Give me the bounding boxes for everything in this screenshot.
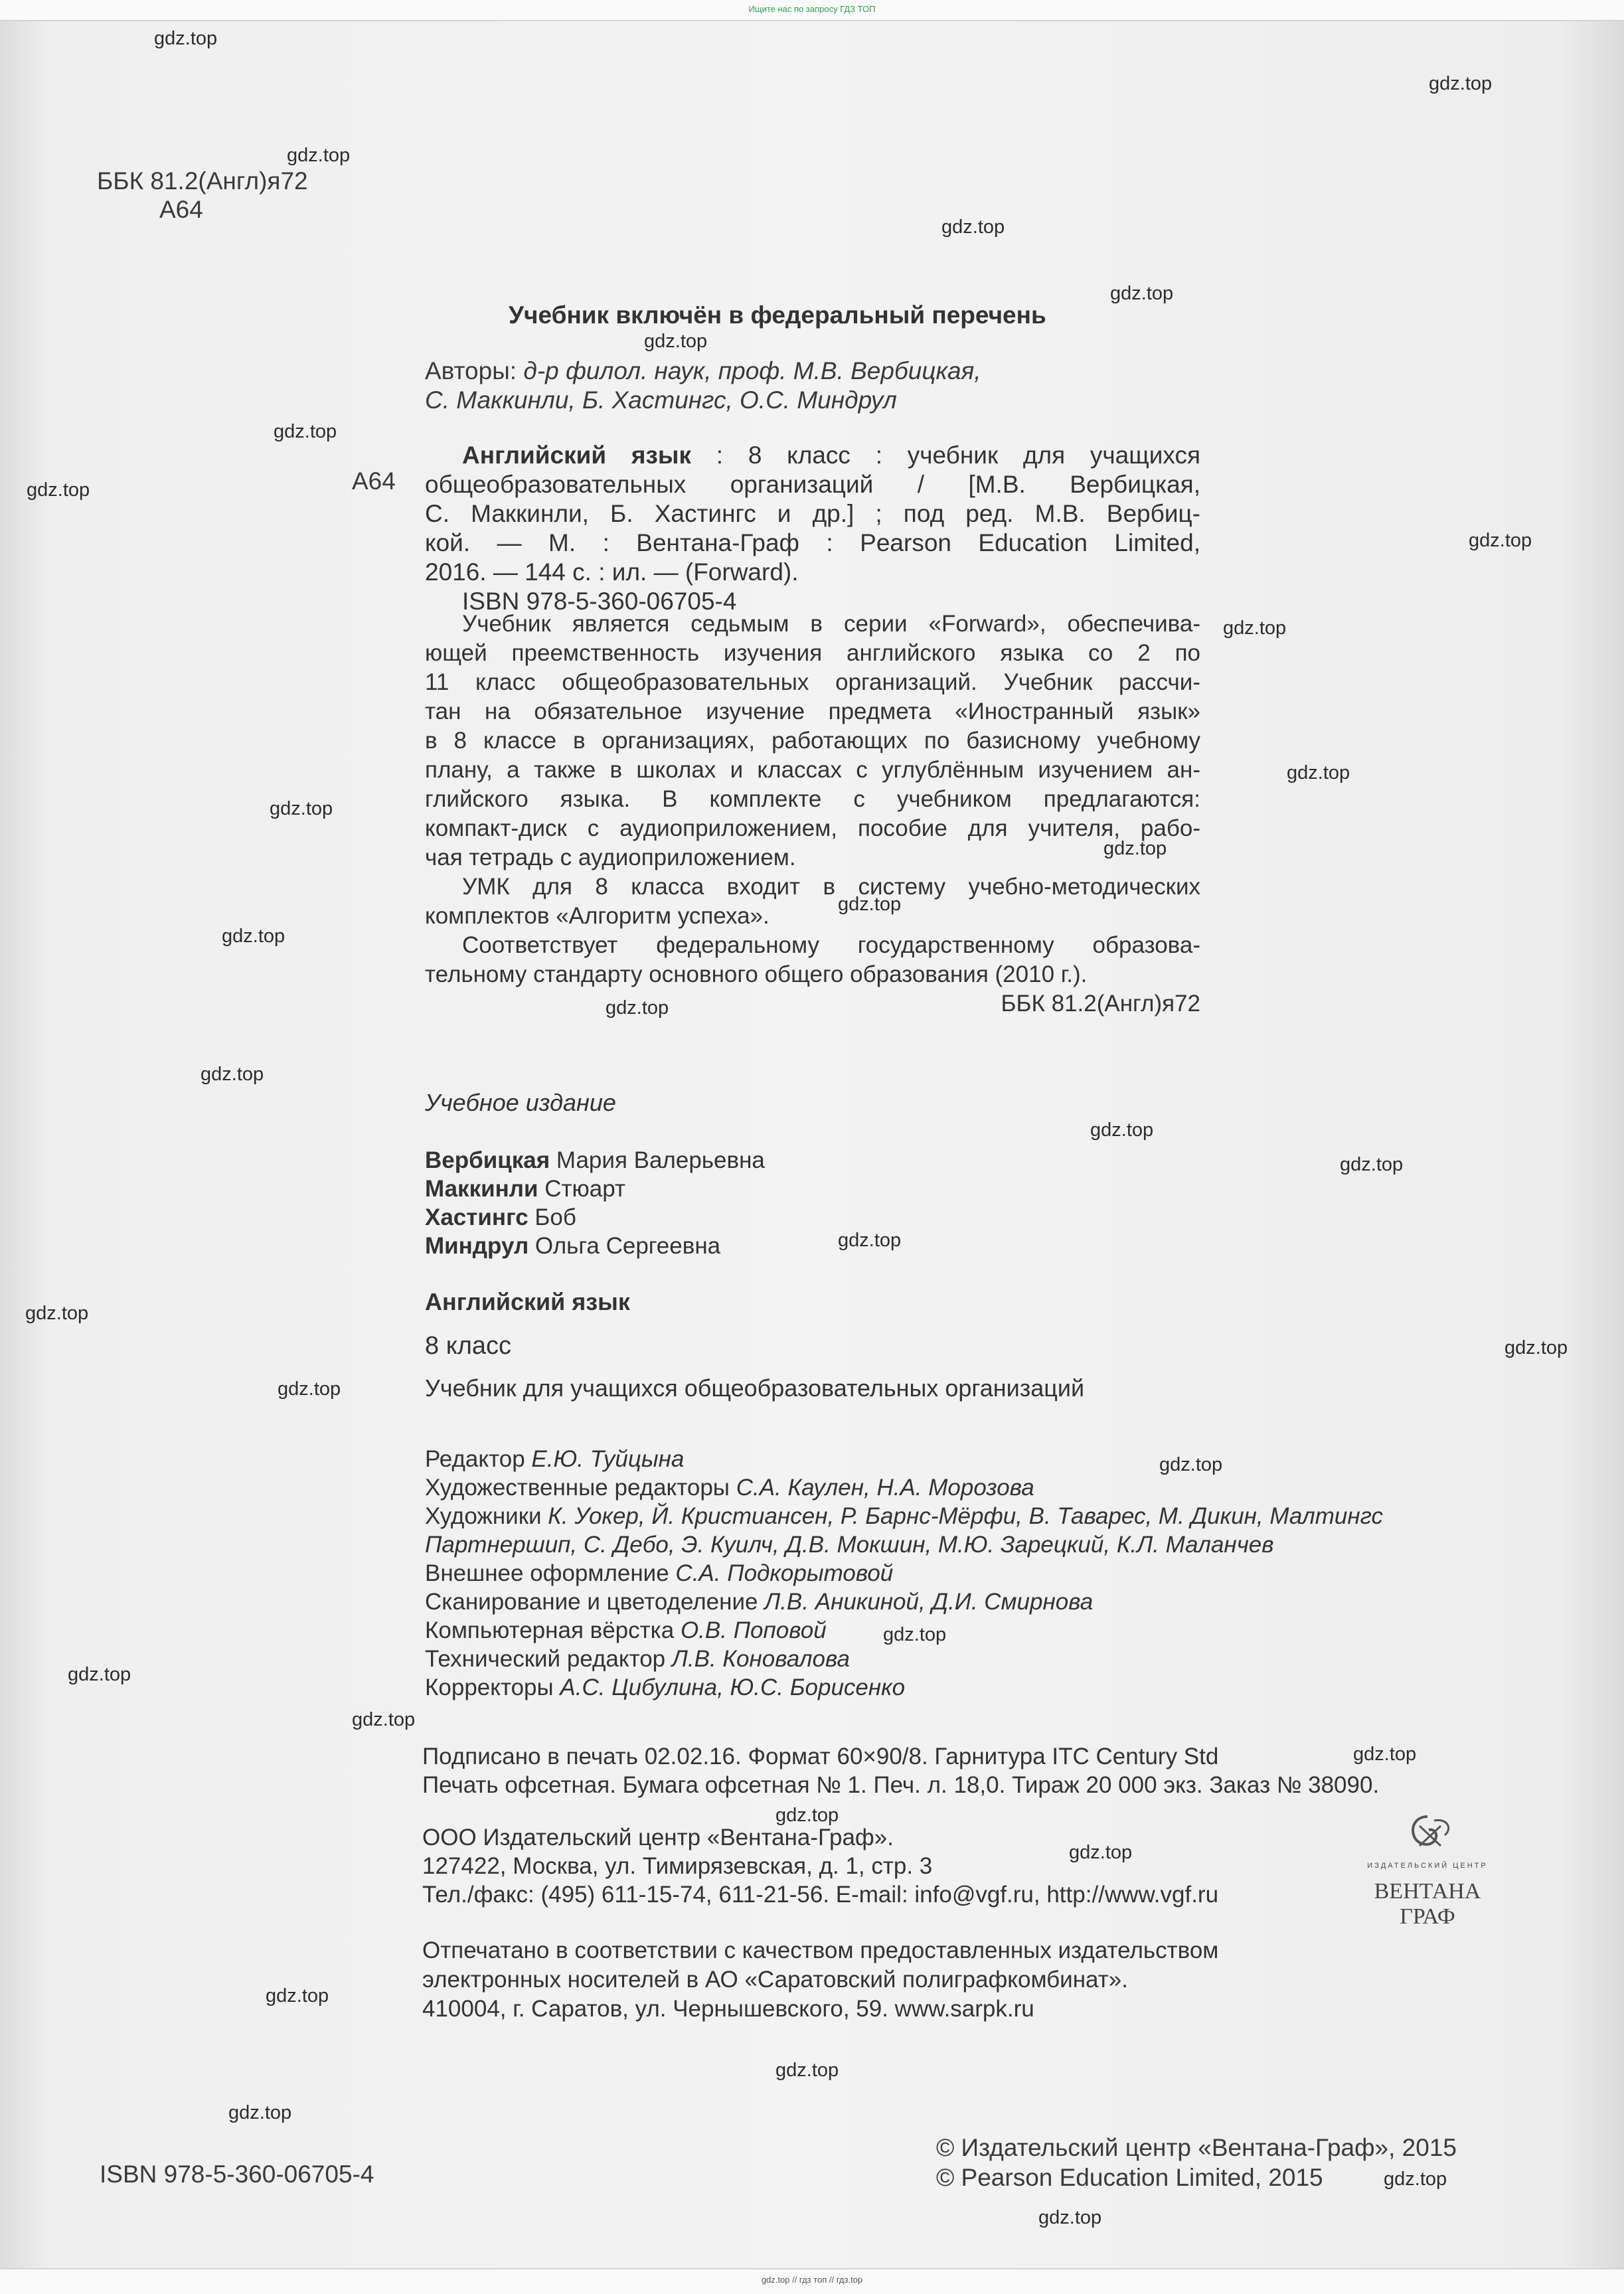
author-entry: Хастингс Боб — [425, 1204, 576, 1230]
credit-line: Художники К. Уокер, Й. Кристиансен, Р. Барнс-Мёрфи, В. Таварес, М. Дикин, Малтингс — [425, 1503, 1383, 1529]
print-info — [422, 1742, 1379, 1799]
credit-line: Технический редактор Л.В. Коновалова — [425, 1646, 850, 1672]
watermark: gdz.top — [1159, 1454, 1223, 1475]
watermark: gdz.top — [838, 894, 902, 915]
watermark: gdz.top — [352, 1709, 416, 1730]
biblio-line-1: Английский язык : 8 класс : учебник для учащихся — [462, 442, 1200, 469]
credit-line: Сканирование и цветоделение Л.В. Аникиной, Д.И. Смирнова — [425, 1589, 1094, 1615]
watermark: gdz.top — [606, 997, 669, 1019]
annotation-line: Соответствует федеральному государственному образова- — [462, 932, 1200, 958]
annotation-line: чая тетрадь с аудиоприложением. — [425, 845, 796, 870]
copyright-block — [936, 2133, 1457, 2192]
bbk-code: ББК 81.2(Англ)я72 — [97, 167, 308, 195]
printer-line: электронных носителей в АО «Саратовский полиграфкомбинат». — [422, 1967, 1128, 1993]
printer-line: 410004, г. Саратов, ул. Чернышевского, 59. www.sarpk.ru — [422, 1996, 1034, 2022]
watermark: gdz.top — [222, 926, 285, 947]
watermark: gdz.top — [266, 1985, 329, 2007]
annotation-line: Учебник является седьмым в серии «Forward», обеспечива- — [462, 611, 1200, 637]
watermark: gdz.top — [1504, 1337, 1568, 1358]
book-grade: 8 класс — [425, 1332, 512, 1360]
credit-line: Корректоры А.С. Цибулина, Ю.С. Борисенко — [425, 1675, 906, 1700]
sign-a64: А64 — [352, 467, 396, 495]
annotation-line: комплектов «Алгоритм успеха». — [425, 903, 770, 929]
author-entry: Миндрул Ольга Сергеевна — [425, 1233, 721, 1259]
watermark: gdz.top — [1353, 1744, 1417, 1765]
watermark: gdz.top — [274, 421, 337, 442]
biblio-line-3: С. Маккинли, Б. Хастингс и др.] ; под ред. М.В. Вербиц- — [425, 500, 1200, 527]
watermark: gdz.top — [1429, 73, 1493, 94]
authors-label: Авторы: — [425, 357, 517, 384]
authors-line-1 — [425, 357, 981, 385]
annotation — [425, 610, 1200, 1019]
watermark: gdz.top — [228, 2102, 292, 2123]
watermark: gdz.top — [25, 1303, 89, 1324]
annotation-line: 11 класс общеобразовательных организаций. Учебник рассчи- — [425, 669, 1200, 695]
watermark: gdz.top — [154, 28, 218, 49]
watermark: gdz.top — [1103, 838, 1167, 859]
publisher-line: ООО Издательский центр «Вентана-Граф». — [422, 1825, 894, 1850]
watermark: gdz.top — [775, 2060, 839, 2081]
publisher-logo — [1341, 1813, 1514, 1932]
watermark: gdz.top — [270, 798, 333, 819]
federal-list-title: Учебник включён в федеральный перечень — [509, 301, 1046, 329]
print-line: Подписано в печать 02.02.16. Формат 60×90/8. Гарнитура ITC Century Std — [422, 1744, 1219, 1769]
annotation-bbk: ББК 81.2(Англ)я72 — [1001, 991, 1200, 1017]
annotation-line: компакт-диск с аудиоприложением, пособие для учителя, рабо- — [425, 815, 1200, 841]
author-entry: Маккинли Стюарт — [425, 1176, 625, 1202]
author-entry: Вербицкая Мария Валерьевна — [425, 1147, 765, 1173]
annotation-line: в 8 классе в организациях, работающих по базисному учебному — [425, 728, 1200, 754]
credit-line: Партнершип, С. Дебо, Э. Куилч, Д.В. Мокшин, М.Ю. Зарецкий, К.Л. Маланчев — [425, 1532, 1274, 1558]
credits — [425, 1445, 1383, 1702]
book-title: Английский язык — [425, 1288, 630, 1315]
watermark: gdz.top — [775, 1805, 839, 1826]
watermark: gdz.top — [1287, 762, 1350, 783]
bottom-links[interactable]: gdz.top // гдз топ // гдз.top — [761, 2275, 863, 2285]
biblio-line-5: 2016. — 144 с. : ил. — (Forward). — [425, 558, 799, 586]
isbn-bottom: ISBN 978-5-360-06705-4 — [100, 2161, 374, 2188]
printer-info — [422, 1936, 1218, 2024]
watermark: gdz.top — [1069, 1842, 1133, 1863]
publisher-info — [422, 1823, 1218, 1909]
watermark: gdz.top — [941, 216, 1005, 238]
credit-line: Компьютерная вёрстка О.В. Поповой — [425, 1617, 827, 1643]
annotation-line: глийского языка. В комплекте с учебником предлагаются: — [425, 786, 1200, 812]
watermark: gdz.top — [287, 145, 351, 166]
print-line: Печать офсетная. Бумага офсетная № 1. Печ. л. 18,0. Тираж 20 000 экз. Заказ № 38090. — [422, 1772, 1380, 1798]
authors-line-2: С. Маккинли, Б. Хастингс, О.С. Миндрул — [425, 386, 897, 414]
watermark: gdz.top — [1223, 617, 1287, 639]
biblio-line-4: кой. — М. : Вентана-Граф : Pearson Education Limited, — [425, 529, 1200, 556]
watermark: gdz.top — [1090, 1119, 1154, 1141]
watermark: gdz.top — [1038, 2207, 1102, 2228]
logo-caption: ИЗДАТЕЛЬСКИЙ ЦЕНТР — [1367, 1862, 1488, 1870]
watermark: gdz.top — [838, 1230, 902, 1251]
annotation-line: тан на обязательное изучение предмета «Иностранный язык» — [425, 698, 1200, 724]
watermark: gdz.top — [1469, 530, 1532, 551]
watermark: gdz.top — [68, 1664, 131, 1685]
biblio-record — [425, 441, 1200, 616]
credit-line: Редактор Е.Ю. Туйцына — [425, 1446, 685, 1472]
printer-line: Отпечатано в соответствии с качеством предоставленных издательством — [422, 1937, 1219, 1963]
top-search-banner[interactable]: Ищите нас по запросу ГДЗ ТОП — [748, 4, 876, 14]
copyright-line: © Издательский центр «Вентана-Граф», 2015 — [936, 2134, 1457, 2161]
watermark: gdz.top — [644, 331, 708, 352]
publisher-line: Тел./факс: (495) 611-15-74, 611-21-56. E-mail: info@vgf.ru, http://www.vgf.ru — [422, 1882, 1219, 1908]
logo-word-1: ВЕНТАНА — [1374, 1879, 1481, 1904]
credit-line: Внешнее оформление С.А. Подкорытовой — [425, 1560, 894, 1586]
edition-type: Учебное издание — [425, 1089, 616, 1116]
annotation-line: УМК для 8 класса входит в систему учебно-методических — [462, 874, 1200, 900]
author-sign: А64 — [159, 196, 203, 223]
annotation-line: ющей преемственность изучения английского языка со 2 по — [425, 640, 1200, 666]
watermark: gdz.top — [1110, 283, 1174, 304]
publisher-line: 127422, Москва, ул. Тимирязевская, д. 1, стр. 3 — [422, 1853, 933, 1879]
watermark: gdz.top — [1384, 2169, 1447, 2190]
isbn-line: ISBN 978-5-360-06705-4 — [462, 588, 737, 615]
credit-line: Художественные редакторы С.А. Каулен, Н.А. Морозова — [425, 1475, 1034, 1501]
authors-names-1: д-р филол. наук, проф. М.В. Вербицкая, — [523, 357, 981, 384]
author-list — [425, 1146, 765, 1260]
book-subtitle: Учебник для учащихся общеобразовательных организаций — [425, 1374, 1085, 1402]
copyright-line: © Pearson Education Limited, 2015 — [936, 2164, 1323, 2191]
annotation-line: плану, а также в школах и классах с углублённым изучением ан- — [425, 757, 1200, 783]
watermark: gdz.top — [1340, 1154, 1404, 1175]
watermark: gdz.top — [27, 479, 90, 501]
watermark: gdz.top — [883, 1624, 947, 1645]
watermark: gdz.top — [278, 1378, 341, 1400]
logo-word-2: ГРАФ — [1400, 1904, 1455, 1929]
watermark: gdz.top — [201, 1064, 264, 1085]
biblio-line-2: общеобразовательных организаций / [М.В. Вербицкая, — [425, 471, 1200, 498]
annotation-line: тельному стандарту основного общего образования (2010 г.). — [425, 961, 1088, 987]
